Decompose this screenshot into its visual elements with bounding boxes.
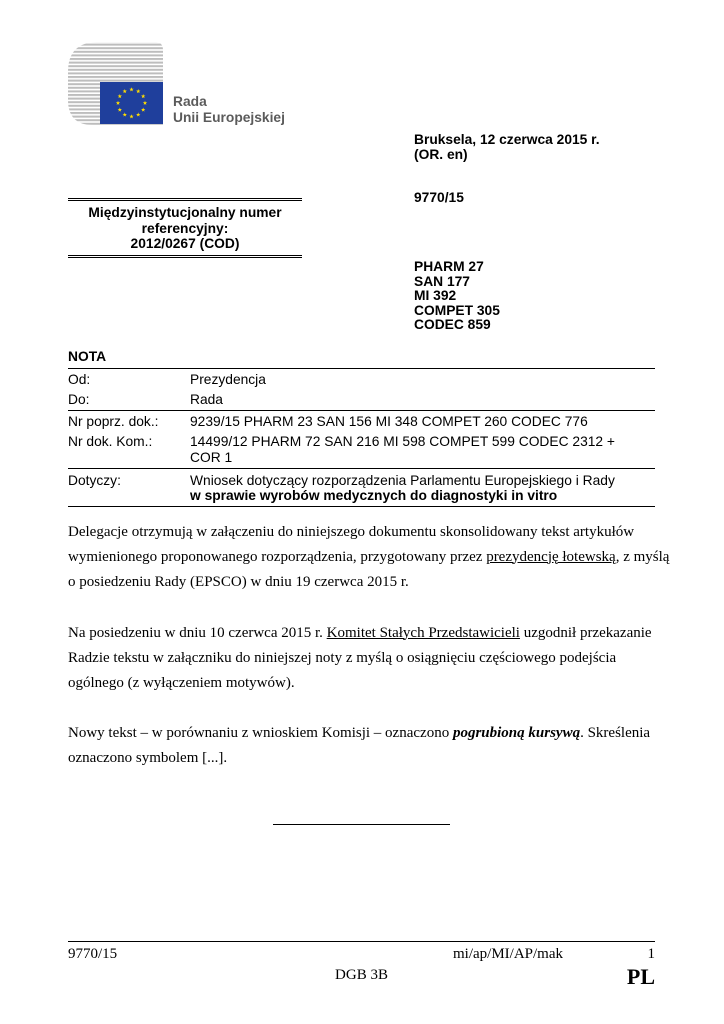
organization-name-line2: Unii Europejskiej: [173, 110, 285, 125]
text-segment: wymienionego proponowanego rozporządzenia, przygotowany przez: [68, 548, 487, 565]
footer-department: DGB 3B: [335, 967, 388, 983]
row-from: [68, 372, 655, 387]
underlined-text-coreper: Komitet Stałych Przedstawicieli: [326, 624, 520, 641]
footer-document-number: 9770/15: [68, 946, 118, 962]
table-top-rule: [68, 368, 655, 369]
classification-codes: [414, 260, 500, 333]
classification-code: COMPET 305: [414, 302, 500, 318]
row-commission-document: [68, 434, 655, 466]
paragraph-line: o posiedzeniu Rady (EPSCO) w dniu 19 czerwca 2015 r.: [68, 573, 409, 590]
note-title: NOTA: [68, 349, 107, 364]
bold-italic-text: pogrubioną kursywą: [452, 724, 581, 741]
row-subject: [68, 473, 655, 503]
footer-language-code: PL: [626, 964, 655, 989]
paragraph-line: Delegacje otrzymują w załączeniu do niniejszego dokumentu skonsolidowany tekst artykułów: [68, 523, 635, 540]
paragraph-line: [68, 721, 650, 746]
paragraph-line: [68, 545, 669, 570]
classification-code: MI 392: [414, 288, 457, 303]
paragraph-line: [68, 621, 652, 646]
commission-document-value-line1: 14499/12 PHARM 72 SAN 216 MI 598 COMPET 599 CODEC 2312 +: [190, 434, 615, 449]
row-to: [68, 392, 655, 407]
body-paragraph-2: [68, 621, 652, 696]
paragraph-line: ogólnego (z wyłączeniem motywów).: [68, 674, 295, 691]
underlined-text-latvian-presidency: prezydencję łotewską: [486, 548, 616, 565]
row-to-value: Rada: [190, 391, 223, 407]
organization-name: [173, 94, 285, 126]
classification-code: PHARM 27: [414, 259, 484, 274]
footer-author-initials: mi/ap/MI/AP/mak: [453, 946, 563, 962]
text-segment: Na posiedzeniu w dniu 10 czerwca 2015 r.: [68, 624, 327, 641]
text-segment: Nowy tekst – w porównaniu z wnioskiem Komisji – oznaczono: [68, 724, 453, 741]
paragraph-line: oznaczono symbolem [...].: [68, 749, 228, 766]
interinstitutional-reference-number: 2012/0267 (COD): [130, 236, 240, 251]
interinstitutional-reference-line1: Międzyinstytucjonalny numer: [88, 205, 282, 220]
row-to-label: Do:: [68, 391, 90, 407]
table-bottom-rule: [68, 506, 655, 507]
text-segment: , z myślą: [615, 548, 670, 565]
interinstitutional-reference-line2: referencyjny:: [141, 220, 229, 236]
classification-code: SAN 177: [414, 273, 470, 289]
interinstitutional-reference-box: [68, 198, 302, 258]
council-emblem: [66, 40, 166, 128]
end-of-text-rule: [273, 824, 450, 825]
table-rule: [68, 410, 655, 411]
row-previous-document-value: 9239/15 PHARM 23 SAN 156 MI 348 COMPET 260 CODEC 776: [190, 413, 588, 429]
footer-page-number: 1: [647, 946, 655, 962]
row-previous-document: [68, 414, 655, 429]
commission-document-value-line2: COR 1: [190, 450, 233, 465]
row-from-value: Prezydencja: [190, 371, 266, 387]
subject-text: Wniosek dotyczący rozporządzenia Parlamentu Europejskiego i Rady: [190, 472, 615, 488]
row-from-label: Od:: [68, 371, 91, 387]
row-subject-value: [190, 473, 615, 503]
document-number: 9770/15: [414, 189, 464, 205]
table-rule: [68, 468, 655, 469]
body-paragraph-3: [68, 721, 650, 771]
document-date: Bruksela, 12 czerwca 2015 r.: [414, 132, 600, 147]
paragraph-line: Radzie tekstu w załączniku do niniejszej noty z myślą o osiągnięciu częściowego podejścia: [68, 649, 617, 666]
organization-name-line1: Rada: [173, 94, 207, 109]
body-paragraph-1: [68, 520, 669, 595]
classification-code: CODEC 859: [414, 317, 491, 332]
text-segment: uzgodnił przekazanie: [519, 624, 652, 641]
text-segment: . Skreślenia: [580, 724, 651, 741]
row-commission-document-label: Nr dok. Kom.:: [68, 434, 153, 449]
date-block: [414, 132, 600, 162]
original-language: (OR. en): [414, 147, 468, 162]
row-previous-document-label: Nr poprz. dok.:: [68, 413, 159, 429]
subject-text-bold: w sprawie wyrobów medycznych do diagnostyki in vitro: [190, 487, 558, 503]
row-subject-label: Dotyczy:: [68, 472, 121, 488]
footer-rule: [68, 941, 655, 942]
row-commission-document-value: [190, 434, 615, 466]
